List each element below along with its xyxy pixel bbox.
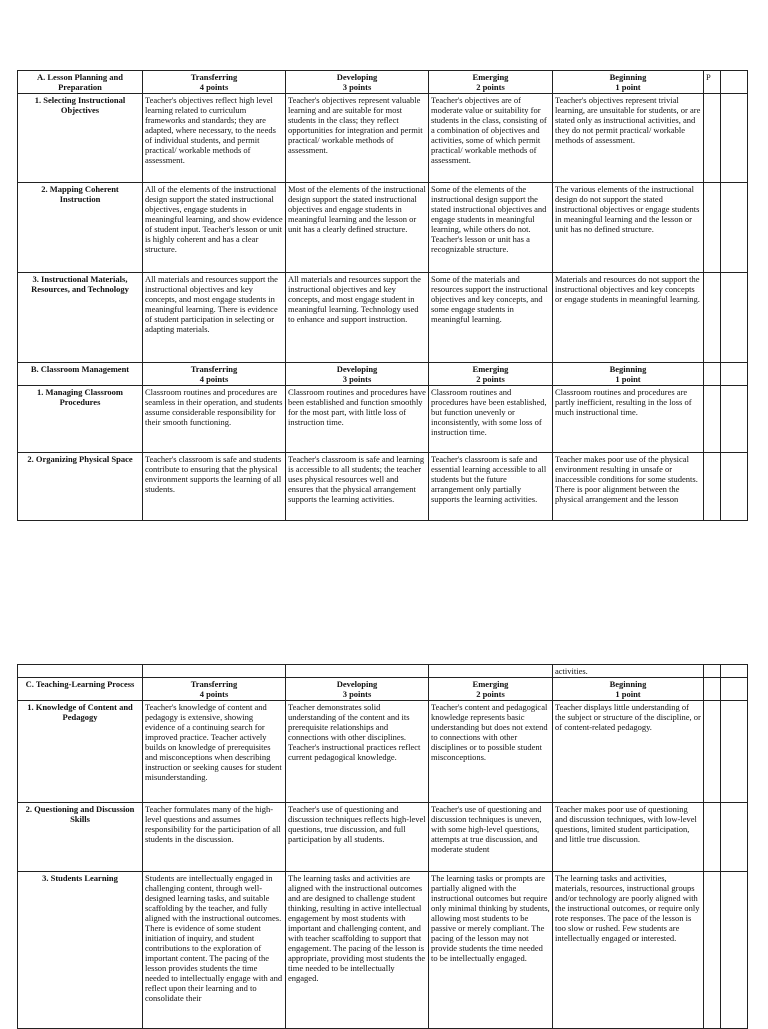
section-a-title: A. Lesson Planning and Preparation <box>18 71 143 94</box>
empty-cell <box>721 273 748 363</box>
rubric-cell: Most of the elements of the instructional design support the stated instructional objectives and engage students in meaningful learning and the lesson or unit has a clearly defined structure. <box>286 183 429 273</box>
empty-cell <box>704 665 721 678</box>
rubric-cell: Classroom routines and procedures have been established, but function unevenly or inconsistently, with some loss of instruction time. <box>429 386 553 453</box>
table-row <box>18 453 748 521</box>
score-cell <box>704 803 721 872</box>
rubric-cell: Classroom routines and procedures have been established and function smoothly for the most part, with little loss of instruction time. <box>286 386 429 453</box>
score-cell <box>704 701 721 803</box>
rubric-cell: Classroom routines and procedures are partly inefficient, resulting in the loss of much instructional time. <box>553 386 704 453</box>
criterion-label: 1. Selecting Instructional Objectives <box>18 94 143 183</box>
table-row <box>18 386 748 453</box>
empty-cell <box>721 453 748 521</box>
rubric-cell: Teacher makes poor use of questioning and discussion techniques, with low-level questions, limited student participation, and little true discussion. <box>553 803 704 872</box>
level-header-transferring: Transferring 4 points <box>143 71 286 94</box>
table-row <box>18 94 748 183</box>
empty-cell <box>721 701 748 803</box>
section-b-title: B. Classroom Management <box>18 363 143 386</box>
rubric-cell: Teacher's classroom is safe and students contribute to ensuring that the physical environment supports the learning of all students. <box>143 453 286 521</box>
level-header-emerging: Emerging 2 points <box>429 363 553 386</box>
level-header-transferring: Transferring 4 points <box>143 363 286 386</box>
rubric-cell: Materials and resources do not support the instructional objectives and key concepts or engage students in meaningful learning. <box>553 273 704 363</box>
rubric-table-page-2 <box>17 664 748 1029</box>
rubric-cell: Some of the elements of the instructional design support the stated instructional objectives and engage students in meaningful learning, while others do not. Teacher's lesson or unit has a recognizable structure. <box>429 183 553 273</box>
rubric-cell: Teacher makes poor use of the physical environment resulting in unsafe or inaccessible conditions for some students. There is poor alignment between the physical arrangement and the lesson <box>553 453 704 521</box>
section-b-header-row <box>18 363 748 386</box>
rubric-table-page-1 <box>17 70 748 521</box>
rubric-cell: Teacher's content and pedagogical knowledge represents basic understanding but does not extend to connections with other disciplines or to possible student misconceptions. <box>429 701 553 803</box>
score-cell <box>704 273 721 363</box>
table-row <box>18 701 748 803</box>
level-header-emerging: Emerging 2 points <box>429 678 553 701</box>
criterion-label: 3. Instructional Materials, Resources, and Technology <box>18 273 143 363</box>
rubric-cell: The learning tasks and activities, materials, resources, instructional groups and/or technology are poorly aligned with the instructional outcomes, or require only rote responses. The pace of the lesson is too slow or rushed. Few students are intellectually engaged or interested. <box>553 872 704 1029</box>
rubric-cell: Teacher's classroom is safe and learning is accessible to all students; the teacher uses physical resources well and ensures that the physical arrangement supports the learning activities. <box>286 453 429 521</box>
criterion-label: 1. Managing Classroom Procedures <box>18 386 143 453</box>
rubric-cell: Classroom routines and procedures are seamless in their operation, and students assume considerable responsibility for their smooth functioning. <box>143 386 286 453</box>
criterion-label: 2. Questioning and Discussion Skills <box>18 803 143 872</box>
section-c-header-row <box>18 678 748 701</box>
empty-cell <box>721 872 748 1029</box>
empty-cell <box>721 386 748 453</box>
level-header-beginning: Beginning 1 point <box>553 678 704 701</box>
criterion-label: 2. Mapping Coherent Instruction <box>18 183 143 273</box>
score-cell <box>704 183 721 273</box>
rubric-cell: Teacher's objectives represent trivial learning, are unsuitable for students, or are stated only as instructional activities, and they do not permit practical/ workable methods of assessment. <box>553 94 704 183</box>
level-header-developing: Developing 3 points <box>286 678 429 701</box>
carryover-text: activities. <box>553 665 704 678</box>
section-c-title: C. Teaching-Learning Process <box>18 678 143 701</box>
level-header-beginning: Beginning 1 point <box>553 71 704 94</box>
empty-cell <box>721 363 748 386</box>
criterion-label: 2. Organizing Physical Space <box>18 453 143 521</box>
empty-cell <box>429 665 553 678</box>
empty-cell <box>721 665 748 678</box>
empty-cell <box>286 665 429 678</box>
empty-cell <box>721 71 748 94</box>
rubric-cell: The learning tasks and activities are aligned with the instructional outcomes and are designed to challenge student thinking, resulting in active intellectual engagement by most students with important and challenging content, and with teacher scaffolding to support that engagement. The pacing of the lesson is appropriate, providing most students the time needed to be intellectually engaged. <box>286 872 429 1029</box>
score-cell <box>704 94 721 183</box>
level-header-developing: Developing 3 points <box>286 71 429 94</box>
rubric-cell: Teacher's objectives reflect high level learning related to curriculum frameworks and standards; they are adapted, where necessary, to the needs of individual students, and permit practical/ workable methods of assessment. <box>143 94 286 183</box>
table-row <box>18 273 748 363</box>
score-cell <box>704 386 721 453</box>
rubric-cell: All materials and resources support the instructional objectives and key concepts, and most engage student in meaningful learning. Technology used to enhance and support instruction. <box>286 273 429 363</box>
empty-cell <box>721 94 748 183</box>
empty-cell <box>704 678 721 701</box>
criterion-label: 1. Knowledge of Content and Pedagogy <box>18 701 143 803</box>
rubric-cell: Teacher's use of questioning and discussion techniques is uneven, with some high-level questions, attempts at true discussion, and moderate student <box>429 803 553 872</box>
rubric-cell: All materials and resources support the instructional objectives and key concepts, and most engage students in meaningful learning. There is evidence of student participation in selecting or adapting materials. <box>143 273 286 363</box>
empty-cell <box>721 678 748 701</box>
score-cell <box>704 453 721 521</box>
points-column-header: P <box>704 71 721 94</box>
rubric-cell: Some of the materials and resources support the instructional objectives and key concepts, and some engage students in meaningful learning. <box>429 273 553 363</box>
rubric-cell: The learning tasks or prompts are partially aligned with the instructional outcomes but require only minimal thinking by students, allowing most students to be passive or merely compliant. The pacing of the lesson may not provide students the time needed to be intellectually engaged. <box>429 872 553 1029</box>
rubric-cell: Teacher displays little understanding of the subject or structure of the discipline, or of content-related pedagogy. <box>553 701 704 803</box>
level-header-beginning: Beginning 1 point <box>553 363 704 386</box>
table-row <box>18 803 748 872</box>
rubric-cell: Teacher's classroom is safe and essential learning accessible to all students but the future arrangement only partially supports the learning activities. <box>429 453 553 521</box>
score-cell <box>704 872 721 1029</box>
level-header-transferring: Transferring 4 points <box>143 678 286 701</box>
criterion-label: 3. Students Learning <box>18 872 143 1029</box>
rubric-cell: Teacher formulates many of the high-level questions and assumes responsibility for the participation of all students in the discussion. <box>143 803 286 872</box>
rubric-cell: Teacher's objectives are of moderate value or suitability for students in the class, consisting of a combination of objectives and activities, some of which permit practical/ workable methods of assessment. <box>429 94 553 183</box>
level-header-emerging: Emerging 2 points <box>429 71 553 94</box>
empty-cell <box>18 665 143 678</box>
rubric-cell: Students are intellectually engaged in challenging content, through well-designed learning tasks, and suitable scaffolding by the teacher, and fully aligned with the instructional outcomes. There is evidence of some student initiation of inquiry, and student contributions to the exploration of important content. The pacing of the lesson provides students the time needed to intellectually engage with and reflect upon their learning and to consolidate their <box>143 872 286 1029</box>
rubric-cell: All of the elements of the instructional design support the stated instructional objectives, engage students in meaningful learning, and show evidence of student input. Teacher's lesson or unit is highly coherent and has a clear structure. <box>143 183 286 273</box>
empty-cell <box>721 183 748 273</box>
empty-cell <box>143 665 286 678</box>
carryover-row <box>18 665 748 678</box>
table-row <box>18 183 748 273</box>
rubric-cell: Teacher's knowledge of content and pedagogy is extensive, showing evidence of a continuing search for improved practice. Teacher actively builds on knowledge of prerequisites and misconceptions when describing instruction or seeking causes for student misunderstanding. <box>143 701 286 803</box>
empty-cell <box>704 363 721 386</box>
rubric-cell: Teacher's objectives represent valuable learning and are suitable for most students in the class; they reflect opportunities for integration and permit practical/ workable methods of assessment. <box>286 94 429 183</box>
level-header-developing: Developing 3 points <box>286 363 429 386</box>
rubric-cell: The various elements of the instructional design do not support the stated instructional objectives or engage students in meaningful learning and the lesson or unit has no defined structure. <box>553 183 704 273</box>
rubric-cell: Teacher's use of questioning and discussion techniques reflects high-level questions, true discussion, and full participation by all students. <box>286 803 429 872</box>
rubric-cell: Teacher demonstrates solid understanding of the content and its prerequisite relationships and connections with other disciplines. Teacher's instructional practices reflect current pedagogical knowledge. <box>286 701 429 803</box>
table-row <box>18 872 748 1029</box>
empty-cell <box>721 803 748 872</box>
section-a-header-row <box>18 71 748 94</box>
